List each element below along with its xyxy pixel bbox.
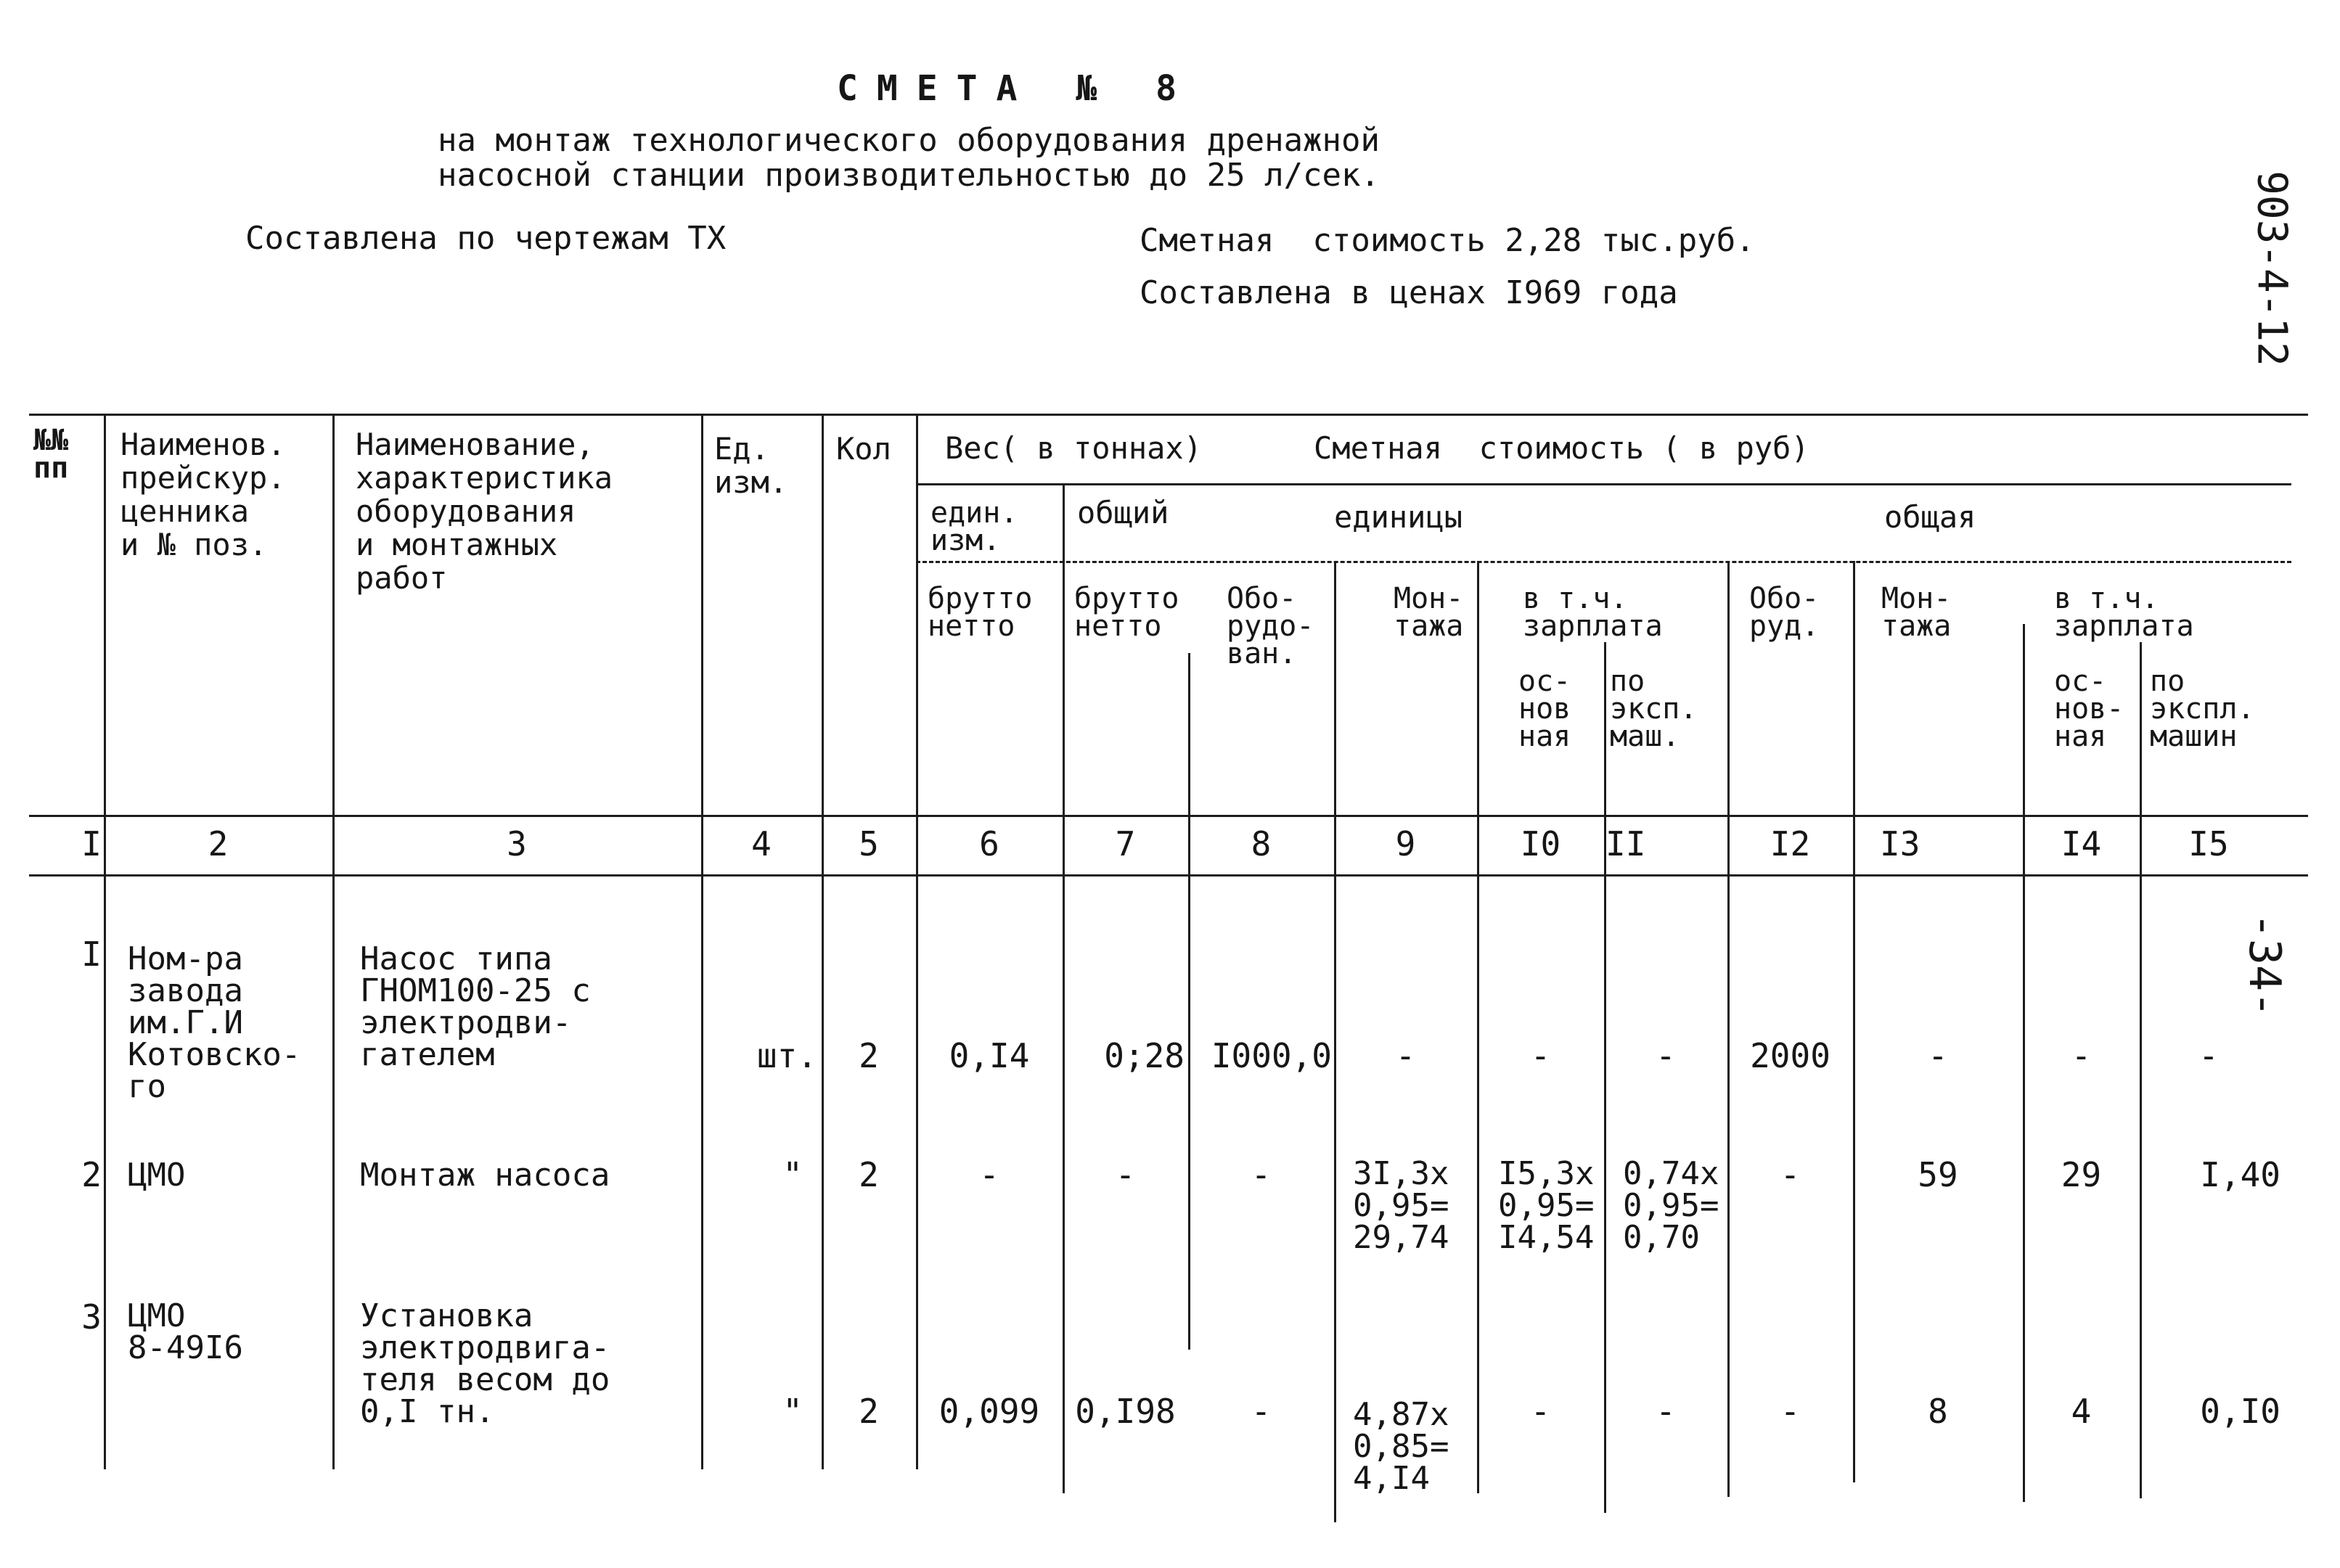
header-c10-c11: в т.ч. зарплата — [1523, 582, 1663, 643]
row2-c7: - — [1115, 1155, 1136, 1194]
doc-subtitle-line2: насосной станции производительностью до 25 л/сек. — [438, 157, 1380, 194]
row1-c12: 2000 — [1750, 1036, 1830, 1075]
header-weight-group: Вес( в тоннах) — [945, 430, 1203, 466]
row2-unit: " — [782, 1155, 803, 1194]
col-line-5 — [916, 414, 918, 1469]
row3-c14: 4 — [2071, 1392, 2092, 1431]
col-line-6 — [1063, 483, 1065, 1493]
row3-c15: 0,I0 — [2200, 1392, 2280, 1431]
row2-c14: 29 — [2061, 1155, 2102, 1194]
row3-price-reference: ЦМО 8-49I6 — [128, 1297, 243, 1366]
header-cost-group: Сметная стоимость ( в руб) — [1314, 430, 1809, 466]
header-c14: ос- нов- ная — [2054, 665, 2124, 753]
page-number — [2235, 900, 2294, 1030]
row1-c14: - — [2071, 1036, 2092, 1075]
row1-c9: - — [1395, 1036, 1416, 1075]
row1-c8: I000,0 — [1211, 1036, 1332, 1075]
colnum-6: 6 — [979, 824, 999, 863]
header-c15: по экспл. машин — [2150, 665, 2255, 753]
row1-work-name: Насос типа ГНОМ100-25 с электродви- гателем — [360, 940, 591, 1073]
col-line-12 — [1853, 561, 1855, 1482]
header-total-weight: общий — [1077, 495, 1169, 530]
col-line-3 — [701, 414, 703, 1469]
header-quantity: Кол — [836, 431, 891, 467]
header-c13: Мон- тажа — [1881, 582, 1952, 643]
row3-c7: 0,I98 — [1075, 1392, 1176, 1431]
header-c10: ос- нов ная — [1518, 665, 1571, 753]
colnum-10: I0 — [1520, 824, 1561, 863]
group-header-rule — [916, 483, 2291, 485]
header-total-cost: общая — [1884, 499, 1976, 535]
doc-subtitle-line1: на монтаж технологического оборудования дренажной — [438, 122, 1380, 159]
colnum-8: 8 — [1251, 824, 1272, 863]
header-price-reference: Наименов. прейскур. ценника и № поз. — [120, 427, 286, 562]
row2-c13: 59 — [1918, 1155, 1958, 1194]
side-code-stamp — [2221, 171, 2323, 366]
row1-c7: 0;28 — [1104, 1036, 1185, 1075]
row2-work-name: Монтаж насоса — [360, 1157, 610, 1194]
header-work-name: Наименование, характеристика оборудования и монтажных работ — [356, 427, 613, 596]
colnum-14: I4 — [2061, 824, 2102, 863]
row1-price-reference: Ном-ра завода им.Г.И Котовско- го — [128, 940, 301, 1105]
header-c14-c15: в т.ч. зарплата — [2054, 582, 2194, 643]
header-c12: Обо- руд. — [1749, 582, 1820, 643]
row2-c11: 0,74х 0,95= 0,70 — [1623, 1155, 1719, 1256]
colnum-13: I3 — [1880, 824, 1920, 863]
colnum-12: I2 — [1770, 824, 1811, 863]
row2-price-reference: ЦМО — [128, 1157, 186, 1194]
colnum-7: 7 — [1115, 824, 1136, 863]
col-line-7 — [1188, 653, 1190, 1350]
col-line-4 — [822, 414, 824, 1469]
colnum-3: 3 — [507, 824, 527, 863]
row3-unit: " — [782, 1392, 803, 1431]
row3-c8: - — [1251, 1392, 1272, 1431]
colnum-15: I5 — [2188, 824, 2229, 863]
row2-c8: - — [1251, 1155, 1272, 1194]
header-unit: Ед. изм. — [714, 431, 788, 500]
header-c8: Обо- рудо- ван. — [1227, 582, 1314, 670]
colnum-5: 5 — [859, 824, 879, 863]
row2-c6: - — [979, 1155, 999, 1194]
subheader-rule — [916, 561, 2291, 563]
doc-title: СМЕТА № 8 — [836, 68, 1196, 109]
header-unit-weight: един. изм. — [930, 496, 1018, 557]
row2-number: 2 — [81, 1155, 102, 1194]
header-row-number: №№ пп — [33, 424, 69, 485]
estimated-cost: Сметная стоимость 2,28 тыс.руб. — [1140, 222, 1755, 259]
colnum-bottom-rule — [29, 874, 2308, 877]
header-c9: Мон- тажа — [1394, 582, 1464, 643]
header-bottom-rule — [29, 815, 2308, 817]
row2-c9: 3I,3х 0,95= 29,74 — [1353, 1155, 1449, 1256]
page-number-text: -34- — [2239, 912, 2290, 1018]
colnum-11: II — [1605, 824, 1646, 863]
col-line-10 — [1604, 642, 1606, 1513]
row3-qty: 2 — [859, 1392, 879, 1431]
row1-c6: 0,I4 — [949, 1036, 1030, 1075]
row3-c10: - — [1530, 1392, 1551, 1431]
row3-c13: 8 — [1928, 1392, 1948, 1431]
col-line-1 — [104, 414, 106, 1469]
colnum-1: I — [81, 824, 102, 863]
col-line-11 — [1727, 561, 1730, 1497]
colnum-4: 4 — [751, 824, 772, 863]
row1-c11: - — [1656, 1036, 1676, 1075]
row2-c15: I,40 — [2200, 1155, 2280, 1194]
col-line-2 — [332, 414, 335, 1469]
compiled-by-drawings: Составлена по чертежам ТХ — [245, 220, 727, 257]
row2-c12: - — [1780, 1155, 1801, 1194]
header-c7: брутто нетто — [1074, 582, 1179, 643]
side-code-text: 903-4-12 — [2248, 171, 2296, 366]
col-line-9 — [1477, 561, 1479, 1493]
row1-c13: - — [1928, 1036, 1948, 1075]
table-top-rule — [29, 414, 2308, 416]
row1-unit: шт. — [756, 1036, 817, 1075]
row3-c6: 0,099 — [938, 1392, 1040, 1431]
row2-c10: I5,3х 0,95= I4,54 — [1498, 1155, 1595, 1256]
header-c11: по эксп. маш. — [1610, 665, 1698, 753]
row2-qty: 2 — [859, 1155, 879, 1194]
row3-work-name: Установка электродвига- теля весом до 0,I тн. — [360, 1297, 610, 1430]
row1-qty: 2 — [859, 1036, 879, 1075]
price-year: Составлена в ценах I969 года — [1140, 274, 1678, 311]
row1-c15: - — [2198, 1036, 2219, 1075]
colnum-2: 2 — [208, 824, 229, 863]
row3-number: 3 — [81, 1297, 102, 1337]
row1-c10: - — [1530, 1036, 1551, 1075]
row3-c12: - — [1780, 1392, 1801, 1431]
header-unit-cost: единицы — [1334, 499, 1463, 535]
row3-c9: 4,87х 0,85= 4,I4 — [1353, 1396, 1449, 1497]
row1-number: I — [81, 935, 102, 974]
row3-c11: - — [1656, 1392, 1676, 1431]
colnum-9: 9 — [1395, 824, 1416, 863]
header-c6: брутто нетто — [928, 582, 1033, 643]
